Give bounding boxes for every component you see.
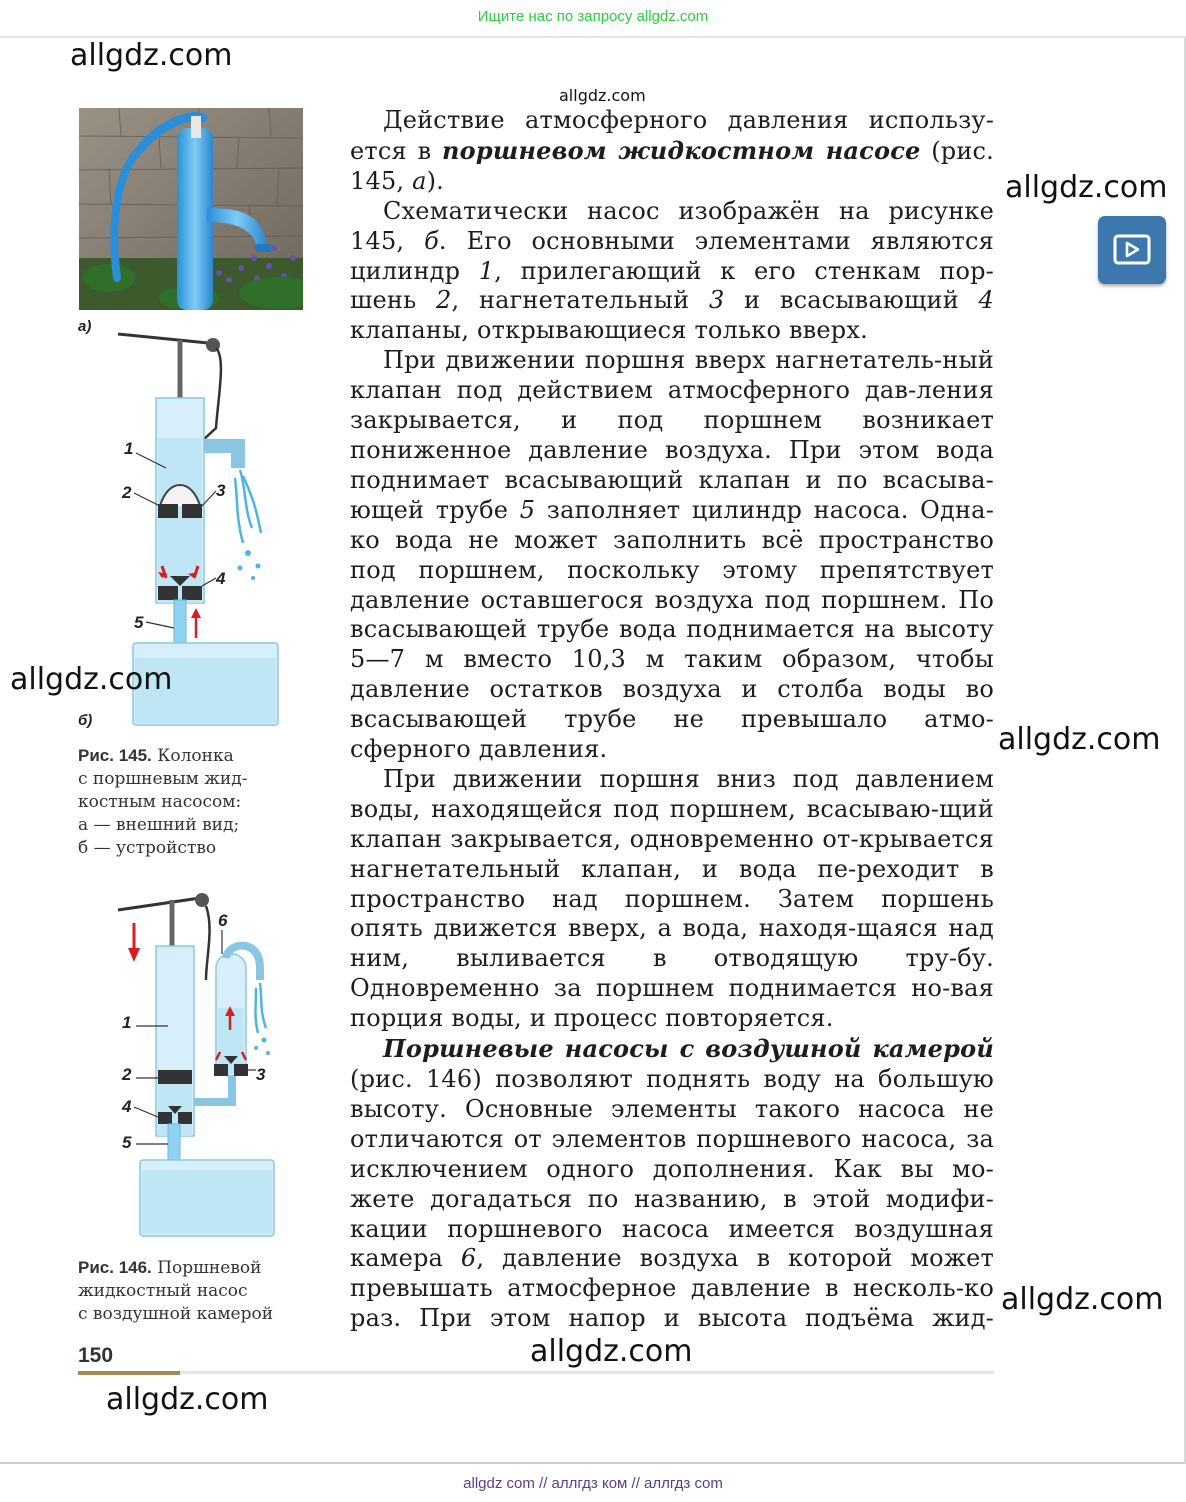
watermark-right-2: allgdz.com bbox=[998, 722, 1161, 757]
callout-146-1: 1 bbox=[122, 1013, 132, 1032]
callout-146-6: 6 bbox=[218, 911, 228, 930]
term-piston-pump: поршневом жидкостном насосе bbox=[442, 135, 921, 165]
figure-145-caption-line: б — устройство bbox=[78, 838, 217, 858]
callout-145-3: 3 bbox=[216, 481, 226, 500]
play-icon bbox=[1098, 216, 1166, 284]
main-text bbox=[350, 106, 994, 1334]
watermark-right-1: allgdz.com bbox=[1005, 170, 1168, 205]
figure-145-caption-head: Рис. 145. bbox=[78, 746, 152, 765]
figure-146-caption-line: Поршневой bbox=[157, 1258, 262, 1278]
figure-146-caption-line: жидкостный насос bbox=[78, 1281, 248, 1301]
watermark-bottom-center: allgdz.com bbox=[530, 1334, 693, 1369]
paragraph-1: Действие атмосферного давления использу-ется в поршневом жидкостном насосе (рис. 145, а). bbox=[350, 106, 995, 195]
callout-145-5: 5 bbox=[134, 613, 144, 632]
callout-145-1: 1 bbox=[124, 439, 134, 458]
figure-146-caption bbox=[78, 1256, 328, 1326]
watermark-bottom-left: allgdz.com bbox=[106, 1382, 269, 1417]
figure-145-caption-line: а — внешний вид; bbox=[78, 815, 240, 835]
figure-146-caption-head: Рис. 146. bbox=[78, 1258, 152, 1277]
figure-145-caption-line: с поршневым жид- bbox=[78, 769, 248, 789]
callout-145-2: 2 bbox=[122, 483, 132, 502]
callout-146-4: 4 bbox=[122, 1097, 132, 1116]
figure-145-caption-line: Колонка bbox=[157, 746, 234, 766]
pump-photo bbox=[79, 108, 303, 310]
callout-145-4: 4 bbox=[216, 569, 226, 588]
figure-146-caption-line: с воздушной камерой bbox=[78, 1304, 274, 1324]
term-air-chamber-pumps: Поршневые насосы с воздушной камерой bbox=[383, 1034, 994, 1064]
paragraph-2: Схематически насос изображён на рисунке 145, б. Его основными элементами являются цилиндр 1, прилегающий к его стенкам пор-шень 2, нагнетательный 3 и всасывающий 4 клапаны, открывающиеся только вверх. bbox=[350, 196, 994, 345]
watermark-left-mid: allgdz.com bbox=[10, 662, 173, 697]
figure-label-b: б) bbox=[78, 712, 93, 729]
search-banner[interactable]: Ищите нас по запросу allgdz.com bbox=[477, 8, 709, 25]
page-number: 150 bbox=[78, 1344, 114, 1367]
figure-145-caption bbox=[78, 744, 318, 860]
paragraph-5: Поршневые насосы с воздушной камерой (рис. 146) позволяют поднять воду на большую высоту. Основные элементы такого насоса не отличаются от элементов поршневого насоса, за исключением одного дополнения. Как вы мо-жете догадаться по названию, в этой модифи-кации поршневого насоса имеется воздушная камера 6, давление воздуха в которой может превышать атмосферное давление в несколь-ко раз. При этом напор и высота подъёма жид- bbox=[350, 1034, 994, 1333]
page-rule bbox=[78, 1371, 994, 1374]
video-button[interactable] bbox=[1098, 216, 1166, 284]
callout-146-2: 2 bbox=[122, 1065, 132, 1084]
page-rule-accent bbox=[78, 1371, 180, 1375]
figure-label-a: а) bbox=[78, 318, 92, 335]
footer-links[interactable]: allgdz com // аллгдз ком // аллгдз com bbox=[463, 1475, 723, 1492]
watermark-top-left: allgdz.com bbox=[70, 38, 233, 73]
pump-diagram-146 bbox=[110, 888, 310, 1243]
watermark-top-center: allgdz.com bbox=[559, 86, 646, 105]
callout-146-5: 5 bbox=[122, 1133, 132, 1152]
paragraph-4: При движении поршня вниз под давлением воды, находящейся под поршнем, всасываю-щий клапан закрывается, одновременно от-крывается нагнетательный клапан, и вода пе-реходит в пространство над поршнем. Затем поршень опять движется вверх, а вода, находя-щаяся над ним, выливается в отводящую тру-бу. Одновременно за поршнем поднимается но-вая порция воды, и процесс повторяется. bbox=[350, 764, 994, 1033]
figure-145-caption-line: костным насосом: bbox=[78, 792, 242, 812]
watermark-right-3: allgdz.com bbox=[1001, 1282, 1164, 1317]
paragraph-3: При движении поршня вверх нагнетатель-ный клапан под действием атмосферного дав-ления закрывается, и под поршнем возникает пониженное давление воздуха. При этом вода поднимает всасывающий клапан и по всасыва-ющей трубе 5 заполняет цилиндр насоса. Одна-ко вода не может заполнить всё пространство под поршнем, поскольку этому препятствует давление оставшегося воздуха под поршнем. По всасывающей трубе вода поднимается на высоту 5—7 м вместо 10,3 м таким образом, чтобы давление остатков воздуха и столба воды во всасывающей трубе не превышало атмо-сферного давления. bbox=[350, 346, 994, 764]
callout-146-3: 3 bbox=[256, 1065, 266, 1084]
